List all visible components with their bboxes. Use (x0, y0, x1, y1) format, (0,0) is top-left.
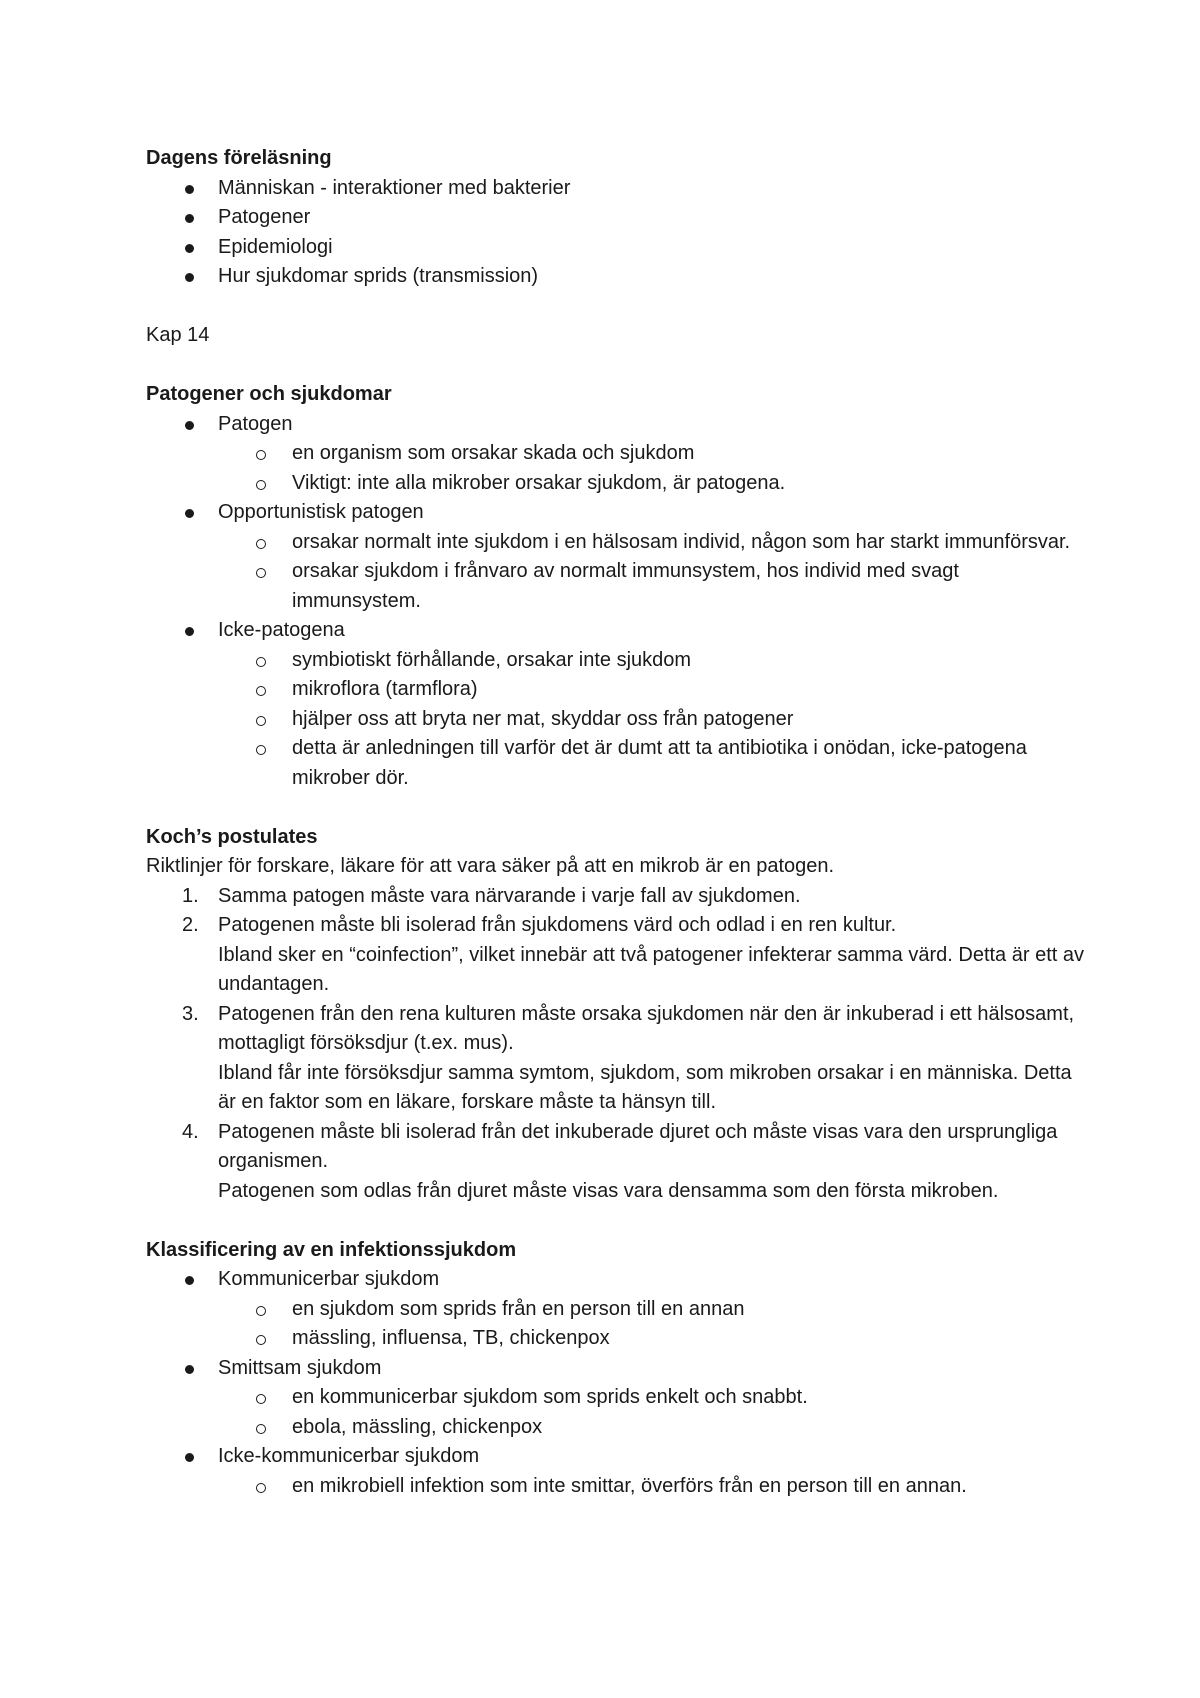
sub-list-item: detta är anledningen till varför det är dumt att ta antibiotika i onödan, icke-patogena mikrober dör. (146, 734, 1086, 793)
bullet-icon (185, 509, 194, 518)
list-item: Kommunicerbar sjukdom (146, 1265, 1086, 1295)
bullet-icon (185, 273, 194, 282)
sub-list-item: mässling, influensa, TB, chickenpox (146, 1324, 1086, 1354)
bullet-icon (185, 421, 194, 430)
circle-bullet-icon (256, 1335, 266, 1345)
pathogens-heading: Patogener och sjukdomar (146, 383, 392, 405)
circle-bullet-icon (256, 539, 266, 549)
circle-bullet-icon (256, 686, 266, 696)
numbered-item: 4. Patogenen måste bli isolerad från det inkuberade djuret och måste visas vara den ursprungliga organismen. Patogenen som odlas från djuret måste visas vara densamma som den första mikroben. (146, 1118, 1086, 1207)
item-number: 2. (182, 914, 199, 936)
item-number: 4. (182, 1120, 199, 1143)
circle-bullet-icon (256, 450, 266, 460)
sub-list-item: orsakar normalt inte sjukdom i en hälsosam individ, någon som har starkt immunförsvar. (146, 528, 1086, 558)
circle-bullet-icon (256, 1424, 266, 1434)
list-item: Icke-patogena (146, 616, 1086, 646)
sub-list-item: en organism som orsakar skada och sjukdom (146, 439, 1086, 469)
koch-heading: Koch’s postulates (146, 825, 318, 848)
bullet-icon (185, 185, 194, 194)
numbered-item: 1. Samma patogen måste vara närvarande i varje fall av sjukdomen. (146, 882, 1086, 912)
pathogens-list (146, 410, 1086, 794)
bullet-icon (185, 1453, 194, 1462)
numbered-item: 2. Patogenen måste bli isolerad från sjukdomens värd och odlad i en ren kultur. Ibland sker en “coinfection”, vilket innebär att två patogener infekterar samma värd. Detta är ett av undantagen. (146, 911, 1086, 1000)
sub-list-item: en sjukdom som sprids från en person till en annan (146, 1295, 1086, 1325)
koch-list (146, 882, 1086, 1207)
list-item: Icke-kommunicerbar sjukdom (146, 1442, 1086, 1472)
list-item: Hur sjukdomar sprids (transmission) (146, 262, 1086, 292)
circle-bullet-icon (256, 1394, 266, 1404)
numbered-item: 3. Patogenen från den rena kulturen måste orsaka sjukdomen när den är inkuberad i ett hälsosamt, mottagligt försöksdjur (t.ex. mus). Ibland får inte försöksdjur samma symtom, sjukdom, som mikroben orsakar i en människa. Detta är en faktor som en läkare, forskare måste ta hänsyn till. (146, 1000, 1086, 1118)
bullet-icon (185, 1276, 194, 1285)
bullet-icon (185, 244, 194, 253)
list-item: Smittsam sjukdom (146, 1354, 1086, 1384)
list-item: Opportunistisk patogen (146, 498, 1086, 528)
classification-heading: Klassificering av en infektionssjukdom (146, 1238, 517, 1261)
bullet-icon (185, 214, 194, 223)
sub-list-item: Viktigt: inte alla mikrober orsakar sjukdom, är patogena. (146, 469, 1086, 499)
list-item: Patogener (146, 203, 1086, 233)
sub-list-item: hjälper oss att bryta ner mat, skyddar oss från patogener (146, 705, 1086, 735)
circle-bullet-icon (256, 480, 266, 490)
document-content (146, 144, 1086, 1501)
classification-list (146, 1265, 1086, 1501)
sub-list-item: mikroflora (tarmflora) (146, 675, 1086, 705)
koch-intro: Riktlinjer för forskare, läkare för att vara säker på att en mikrob är en patogen. (146, 855, 835, 877)
lecture-heading: Dagens föreläsning (146, 147, 332, 169)
item-number: 3. (182, 1002, 199, 1025)
circle-bullet-icon (256, 1483, 266, 1493)
list-item: Epidemiologi (146, 233, 1086, 263)
chapter-label: Kap 14 (146, 324, 210, 346)
list-item: Patogen (146, 410, 1086, 440)
bullet-icon (185, 1365, 194, 1374)
item-number: 1. (182, 884, 199, 907)
sub-list-item: ebola, mässling, chickenpox (146, 1413, 1086, 1443)
circle-bullet-icon (256, 657, 266, 667)
sub-list-item: orsakar sjukdom i frånvaro av normalt immunsystem, hos individ med svagt immunsystem. (146, 557, 1086, 616)
bullet-icon (185, 627, 194, 636)
circle-bullet-icon (256, 568, 266, 578)
sub-list-item: en kommunicerbar sjukdom som sprids enkelt och snabbt. (146, 1383, 1086, 1413)
lecture-list (146, 174, 1086, 292)
circle-bullet-icon (256, 1306, 266, 1316)
circle-bullet-icon (256, 745, 266, 755)
sub-list-item: symbiotiskt förhållande, orsakar inte sjukdom (146, 646, 1086, 676)
circle-bullet-icon (256, 716, 266, 726)
sub-list-item: en mikrobiell infektion som inte smittar, överförs från en person till en annan. (146, 1472, 1086, 1502)
list-item: Människan - interaktioner med bakterier (146, 174, 1086, 204)
